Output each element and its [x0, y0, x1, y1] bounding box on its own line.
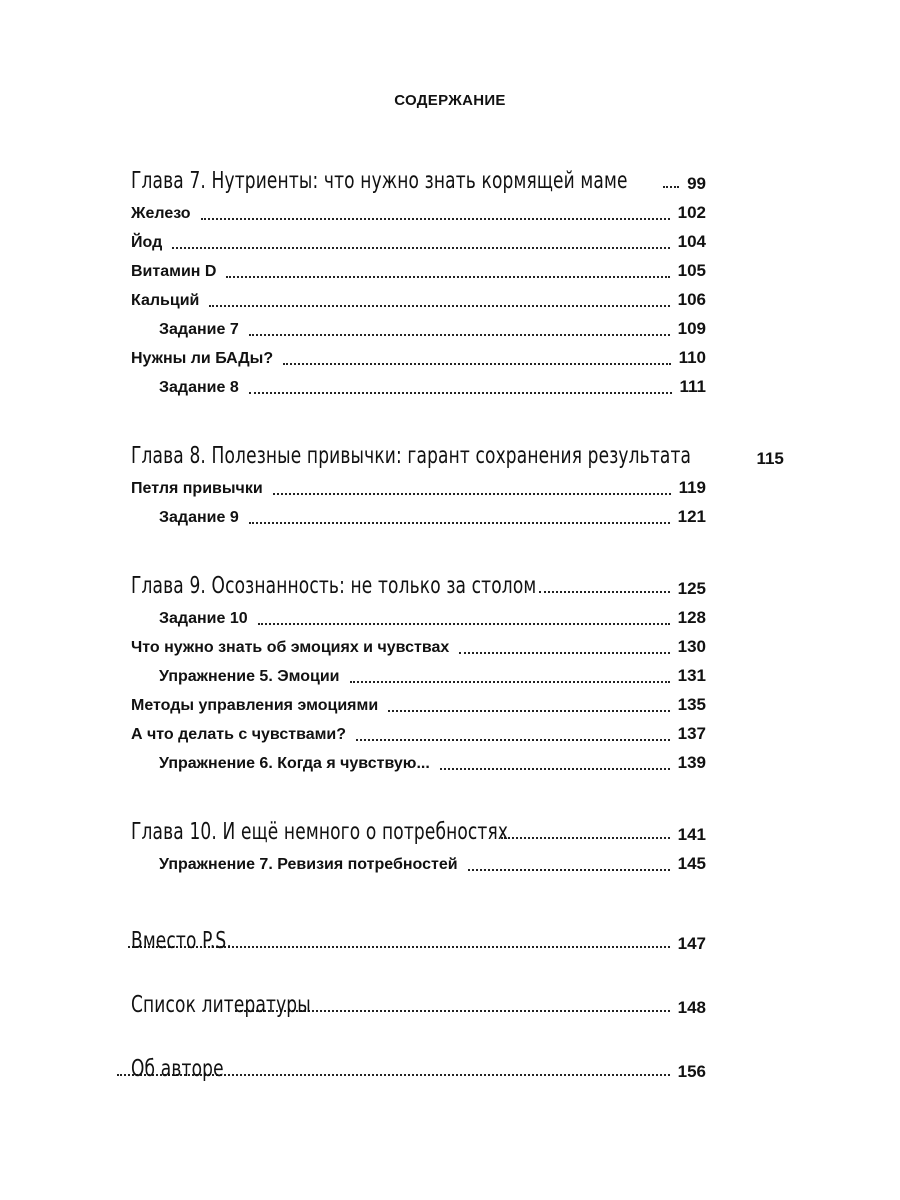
toc-page-number: 119: [678, 478, 706, 497]
toc-page-number: 121: [677, 507, 706, 526]
toc-entry-title: Упражнение 5. Эмоции: [159, 668, 340, 685]
toc-entry[interactable]: [131, 223, 706, 252]
section-gap: [131, 874, 706, 908]
section-gap: [131, 954, 706, 972]
dot-leader: [201, 218, 670, 220]
toc-entry[interactable]: [131, 281, 706, 310]
toc-entry[interactable]: [131, 194, 706, 223]
toc-chapter-title: Глава 8. Полезные привычки: гарант сохранения результата: [131, 443, 692, 469]
toc-page-number: 137: [677, 724, 706, 743]
toc-page-number: 131: [677, 666, 706, 685]
toc-page-number: 145: [677, 854, 706, 873]
toc-entry[interactable]: [131, 657, 706, 686]
toc-page-number: 110: [678, 348, 706, 367]
toc-chapter[interactable]: [131, 799, 706, 845]
toc-entry-title: Что нужно знать об эмоциях и чувствах: [131, 639, 450, 656]
toc-page-number: 125: [677, 579, 706, 598]
toc-chapter-title: Глава 7. Нутриенты: что нужно знать кормящей маме: [131, 168, 628, 194]
dot-leader: [501, 837, 670, 839]
toc-entry-title: Задание 7: [159, 321, 239, 338]
toc-chapter-title: Глава 9. Осознанность: не только за столом: [131, 573, 537, 599]
toc-entry[interactable]: [131, 686, 706, 715]
toc-page-number: 135: [677, 695, 706, 714]
toc-page-number: 105: [677, 261, 706, 280]
dot-leader: [440, 768, 670, 770]
toc-entry-title: Железо: [131, 205, 191, 222]
toc-entry-title: Задание 8: [159, 379, 239, 396]
toc-entry-title: Упражнение 7. Ревизия потребностей: [159, 856, 458, 873]
toc-page-number: 111: [679, 377, 706, 396]
dot-leader: [249, 334, 670, 336]
toc-page-number: 128: [677, 608, 706, 627]
toc-chapter[interactable]: [131, 972, 706, 1018]
toc-chapter[interactable]: [131, 1036, 706, 1082]
toc-entry[interactable]: [131, 845, 706, 874]
section-gap: [131, 527, 706, 553]
toc-entry-title: Кальций: [131, 292, 200, 309]
toc-entry-title: А что делать с чувствами?: [131, 726, 347, 743]
toc-entry[interactable]: [131, 368, 706, 397]
toc-page-number: 99: [687, 174, 706, 193]
toc-chapter-title: Глава 10. И ещё немного о потребностях: [131, 819, 509, 845]
toc-entry[interactable]: [131, 599, 706, 628]
toc-entry-title: Упражнение 6. Когда я чувствую...: [159, 755, 430, 772]
toc-entry-title: Йод: [131, 234, 163, 251]
toc-page-number: 102: [677, 203, 706, 222]
toc-page-number: 141: [677, 825, 706, 844]
toc-chapter-title: Об авторе: [131, 1056, 224, 1082]
dot-leader: [249, 392, 672, 394]
toc-chapter[interactable]: [131, 148, 706, 194]
table-of-contents: [131, 148, 784, 1082]
toc-page-number: 156: [677, 1062, 706, 1081]
dot-leader: [388, 710, 669, 712]
toc-entry[interactable]: [131, 310, 706, 339]
toc-entry[interactable]: [131, 628, 706, 657]
toc-chapter-title: Список литературы: [131, 992, 311, 1018]
toc-page-number: 104: [677, 232, 706, 251]
toc-page-number: 147: [677, 934, 706, 953]
toc-entry-title: Петля привычки: [131, 480, 263, 497]
toc-page-number: 106: [677, 290, 706, 309]
dot-leader: [663, 186, 680, 188]
dot-leader: [273, 493, 671, 495]
toc-entry[interactable]: [131, 339, 706, 368]
toc-chapter-title: Вместо P.S.: [131, 928, 232, 954]
toc-chapter[interactable]: [131, 908, 706, 954]
toc-page-number: 130: [677, 637, 706, 656]
toc-entry-title: Методы управления эмоциями: [131, 697, 379, 714]
dot-leader: [356, 739, 670, 741]
toc-page-number: 109: [677, 319, 706, 338]
section-gap: [131, 773, 706, 799]
toc-page-number: 148: [677, 998, 706, 1017]
toc-entry[interactable]: [131, 744, 706, 773]
toc-page-number: 139: [677, 753, 706, 772]
toc-chapter[interactable]: [131, 423, 784, 469]
toc-entry-title: Нужны ли БАДы?: [131, 350, 274, 367]
toc-page-number: 115: [756, 449, 784, 468]
toc-entry[interactable]: [131, 469, 706, 498]
toc-chapter[interactable]: [131, 553, 706, 599]
toc-entry-title: Задание 10: [159, 610, 248, 627]
dot-leader: [226, 276, 669, 278]
dot-leader: [468, 869, 670, 871]
dot-leader: [350, 681, 670, 683]
toc-entry-title: Витамин D: [131, 263, 217, 280]
dot-leader: [172, 247, 669, 249]
dot-leader: [459, 652, 669, 654]
section-gap: [131, 397, 706, 423]
dot-leader: [539, 591, 669, 593]
toc-entry-title: Задание 9: [159, 509, 239, 526]
dot-leader: [249, 522, 670, 524]
dot-leader: [283, 363, 670, 365]
toc-entry[interactable]: [131, 715, 706, 744]
toc-entry[interactable]: [131, 498, 706, 527]
toc-entry[interactable]: [131, 252, 706, 281]
dot-leader: [258, 623, 670, 625]
section-gap: [131, 1018, 706, 1036]
page-title: СОДЕРЖАНИЕ: [394, 92, 506, 109]
dot-leader: [209, 305, 669, 307]
